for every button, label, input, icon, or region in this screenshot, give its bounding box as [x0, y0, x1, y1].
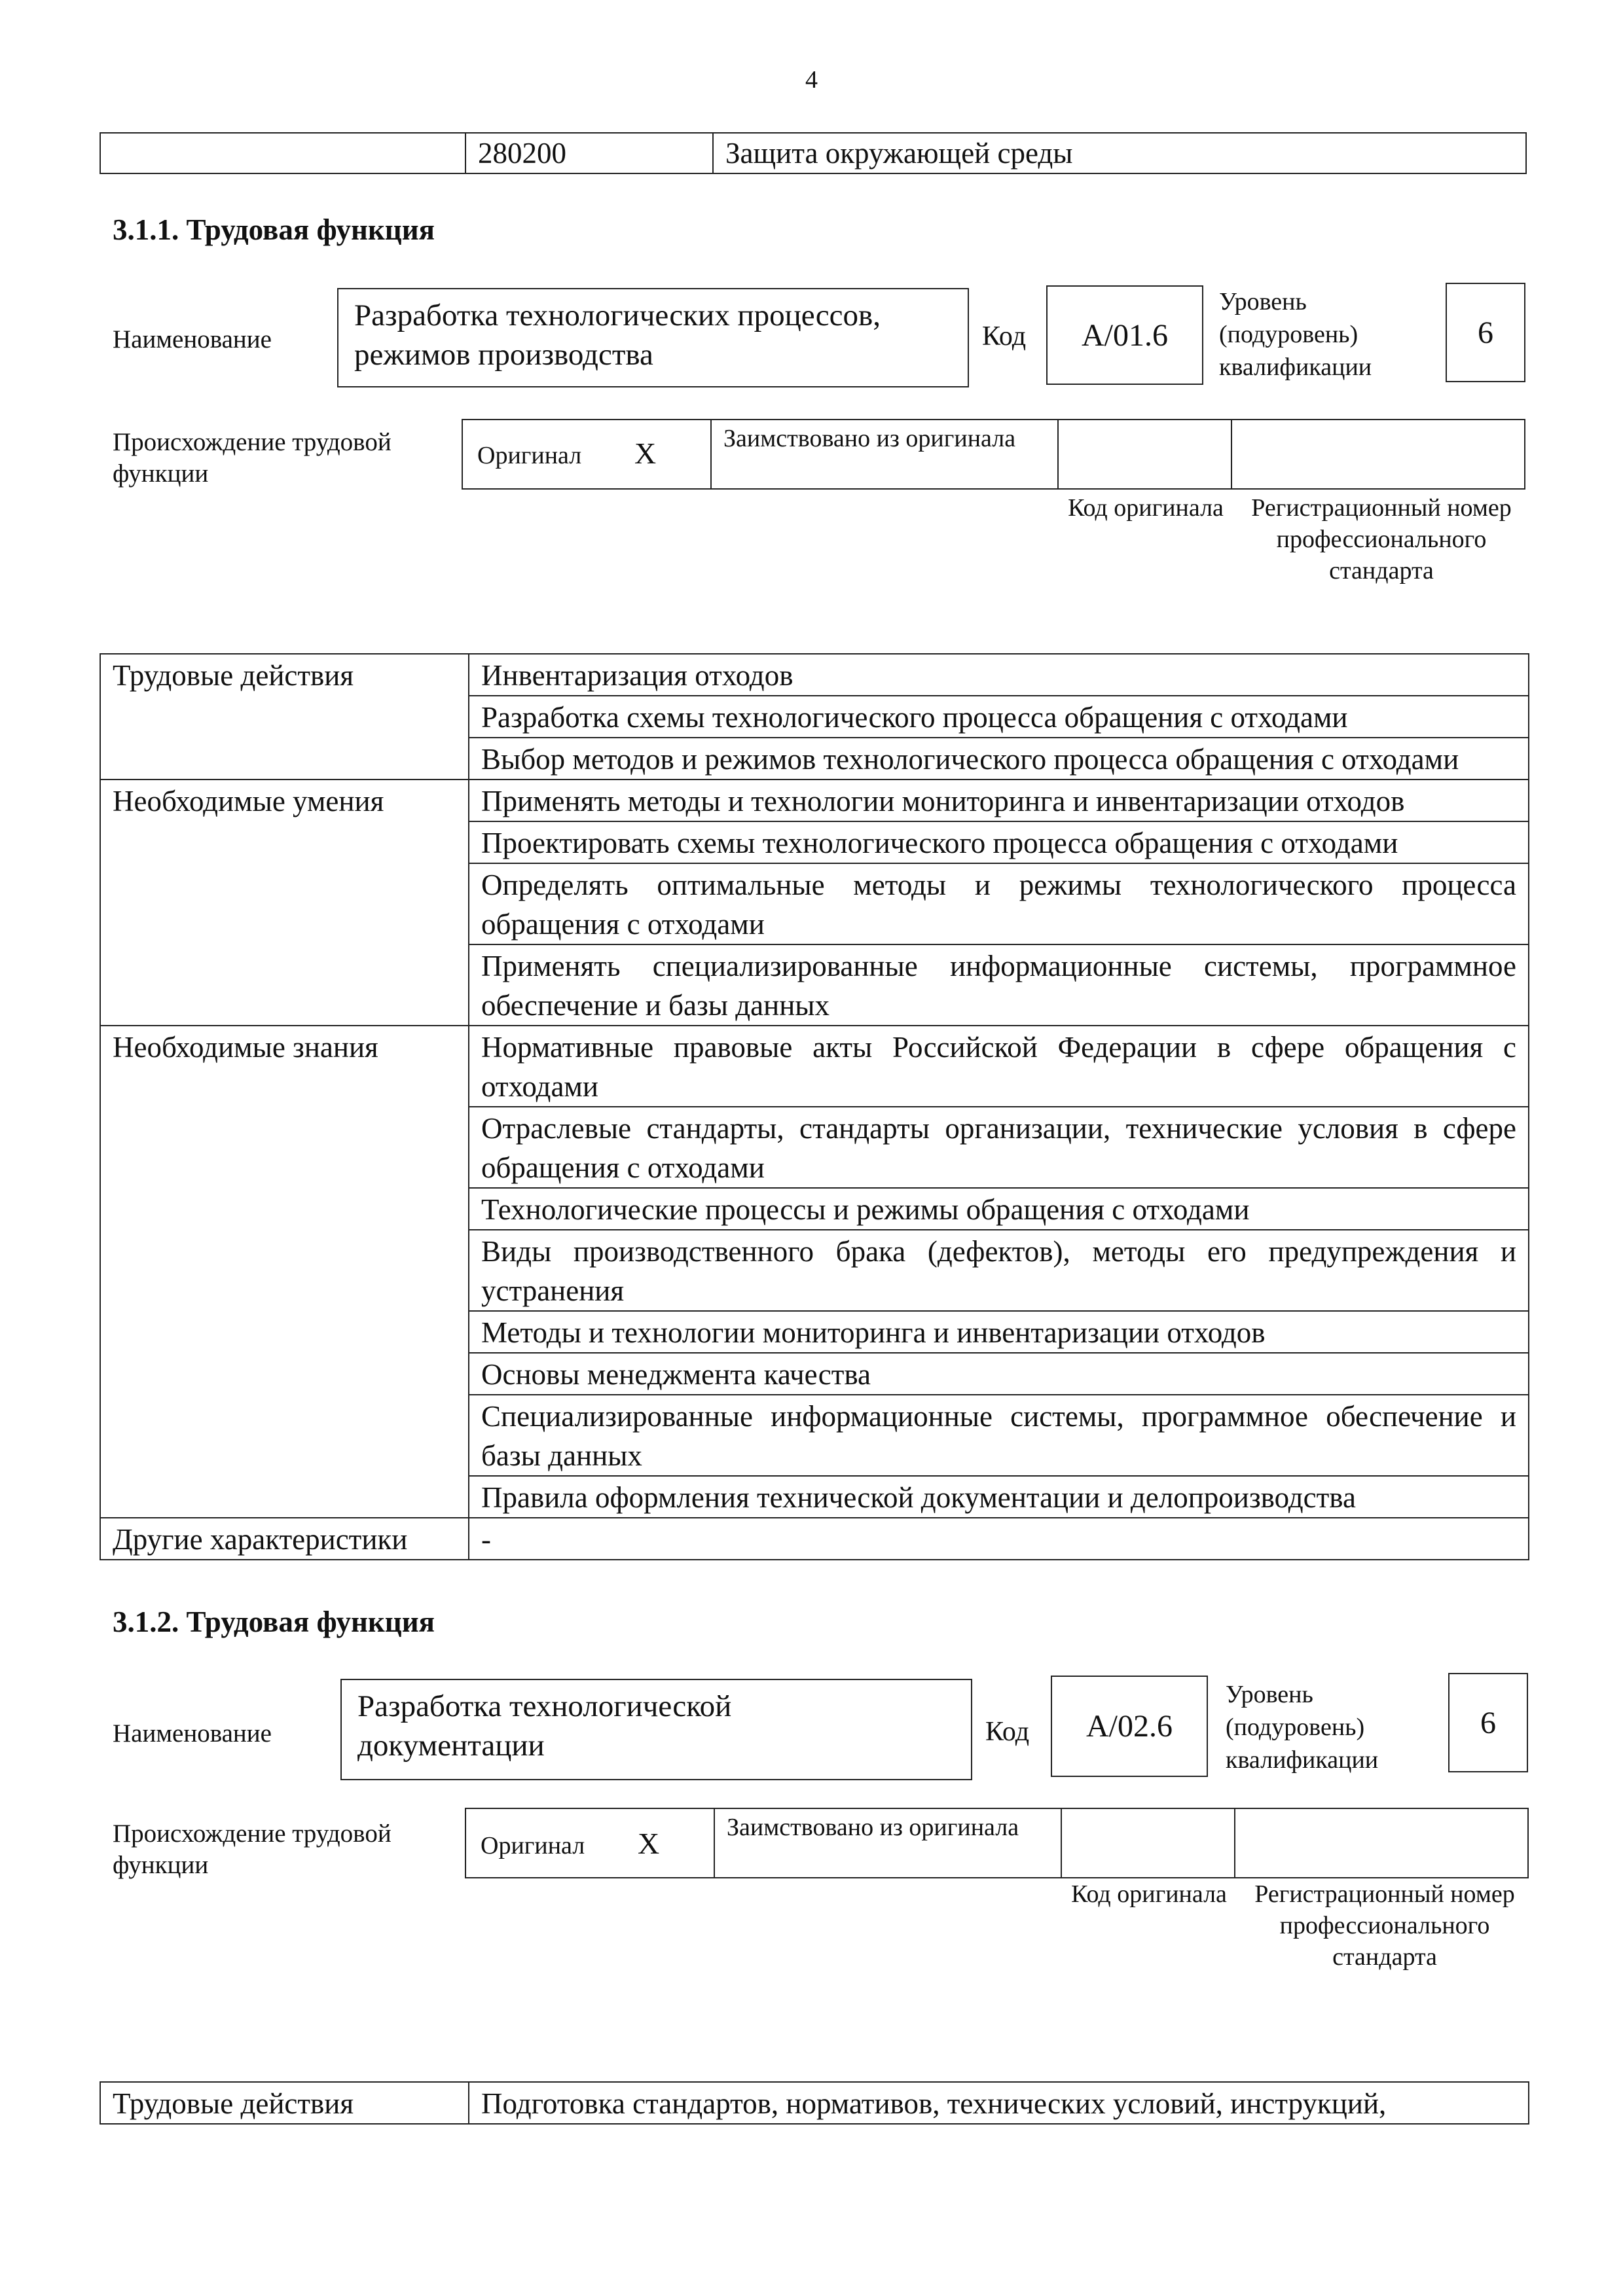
- row-item: -: [469, 1518, 1529, 1560]
- row-item: Технологические процессы и режимы обращения с отходами: [469, 1188, 1529, 1230]
- code-box: А/02.6: [1051, 1676, 1208, 1777]
- row-item: Проектировать схемы технологического процесса обращения с отходами: [469, 821, 1529, 863]
- name-label: Наименование: [113, 1719, 272, 1748]
- row-item: Применять методы и технологии мониторинга и инвентаризации отходов: [469, 780, 1529, 821]
- origin-code-cell: [1061, 1808, 1234, 1878]
- origin-mark: X: [634, 437, 657, 470]
- caption-reg: Регистрационный номер профессионального стандарта: [1254, 1880, 1515, 1971]
- origin-borrowed-label: Заимствовано из оригинала: [727, 1814, 1019, 1841]
- page-number: 4: [805, 66, 818, 94]
- level-box: 6: [1448, 1673, 1528, 1772]
- origin-row: [462, 419, 1525, 490]
- origin-original-label: Оригинал: [481, 1832, 585, 1859]
- row-item: Отраслевые стандарты, стандарты организации, технические условия в сфере обращения с отходами: [469, 1107, 1529, 1188]
- code-label: Код: [985, 1717, 1030, 1747]
- caption-code: Код оригинала: [1068, 494, 1224, 522]
- row-item: Виды производственного брака (дефектов), методы его предупреждения и устранения: [469, 1230, 1529, 1311]
- origin-mark: X: [638, 1827, 660, 1860]
- origin-label: Происхождение трудовой функции: [113, 428, 392, 488]
- row-key: Другие характеристики: [100, 1518, 469, 1560]
- origin-reg-cell: [1231, 419, 1525, 490]
- row-item: Специализированные информационные системы, программное обеспечение и базы данных: [469, 1395, 1529, 1476]
- origin-original-label: Оригинал: [477, 442, 582, 469]
- level-box: 6: [1446, 283, 1525, 382]
- row-item: Применять специализированные информационные системы, программное обеспечение и базы данных: [469, 944, 1529, 1026]
- row-key: Трудовые действия: [100, 2082, 469, 2124]
- okso-row-empty: [100, 133, 465, 173]
- row-item: Определять оптимальные методы и режимы технологического процесса обращения с отходами: [469, 863, 1529, 944]
- row-key: Трудовые действия: [100, 654, 469, 780]
- origin-original-cell: [465, 1808, 714, 1878]
- origin-borrowed-cell: [710, 419, 1057, 490]
- level-label: Уровень (подуровень) квалификации: [1219, 288, 1372, 381]
- function-table: [100, 653, 1529, 1560]
- row-key: Необходимые знания: [100, 1026, 469, 1518]
- code-box: А/01.6: [1046, 285, 1203, 385]
- origin-code-cell: [1057, 419, 1231, 490]
- section-heading: 3.1.1. Трудовая функция: [113, 213, 435, 246]
- row-item: Подготовка стандартов, нормативов, технических условий, инструкций,: [469, 2082, 1529, 2124]
- row-key: Необходимые умения: [100, 780, 469, 1026]
- section-heading: 3.1.2. Трудовая функция: [113, 1605, 435, 1638]
- caption-reg: Регистрационный номер профессионального стандарта: [1251, 494, 1512, 584]
- row-item: Методы и технологии мониторинга и инвентаризации отходов: [469, 1311, 1529, 1353]
- okso-row: [100, 132, 1527, 174]
- row-item: Основы менеджмента качества: [469, 1353, 1529, 1395]
- row-item: Правила оформления технической документации и делопроизводства: [469, 1476, 1529, 1518]
- code-label: Код: [982, 321, 1027, 351]
- origin-original-cell: [462, 419, 710, 490]
- okso-name: Защита окружающей среды: [713, 133, 1526, 173]
- row-item: Разработка схемы технологического процесса обращения с отходами: [469, 696, 1529, 738]
- row-item: Нормативные правовые акты Российской Федерации в сфере обращения с отходами: [469, 1026, 1529, 1107]
- origin-label: Происхождение трудовой функции: [113, 1820, 392, 1879]
- function-table: [100, 2081, 1529, 2125]
- origin-borrowed-cell: [714, 1808, 1061, 1878]
- caption-code: Код оригинала: [1071, 1880, 1227, 1908]
- function-name-box: Разработка технологической документации: [340, 1679, 972, 1780]
- row-item: Инвентаризация отходов: [469, 654, 1529, 696]
- okso-code: 280200: [465, 133, 713, 173]
- origin-row: [465, 1808, 1529, 1878]
- level-label: Уровень (подуровень) квалификации: [1226, 1681, 1379, 1774]
- origin-reg-cell: [1234, 1808, 1529, 1878]
- name-label: Наименование: [113, 325, 272, 353]
- function-name-box: Разработка технологических процессов, режимов производства: [337, 288, 969, 387]
- row-item: Выбор методов и режимов технологического процесса обращения с отходами: [469, 738, 1529, 780]
- origin-borrowed-label: Заимствовано из оригинала: [723, 425, 1016, 452]
